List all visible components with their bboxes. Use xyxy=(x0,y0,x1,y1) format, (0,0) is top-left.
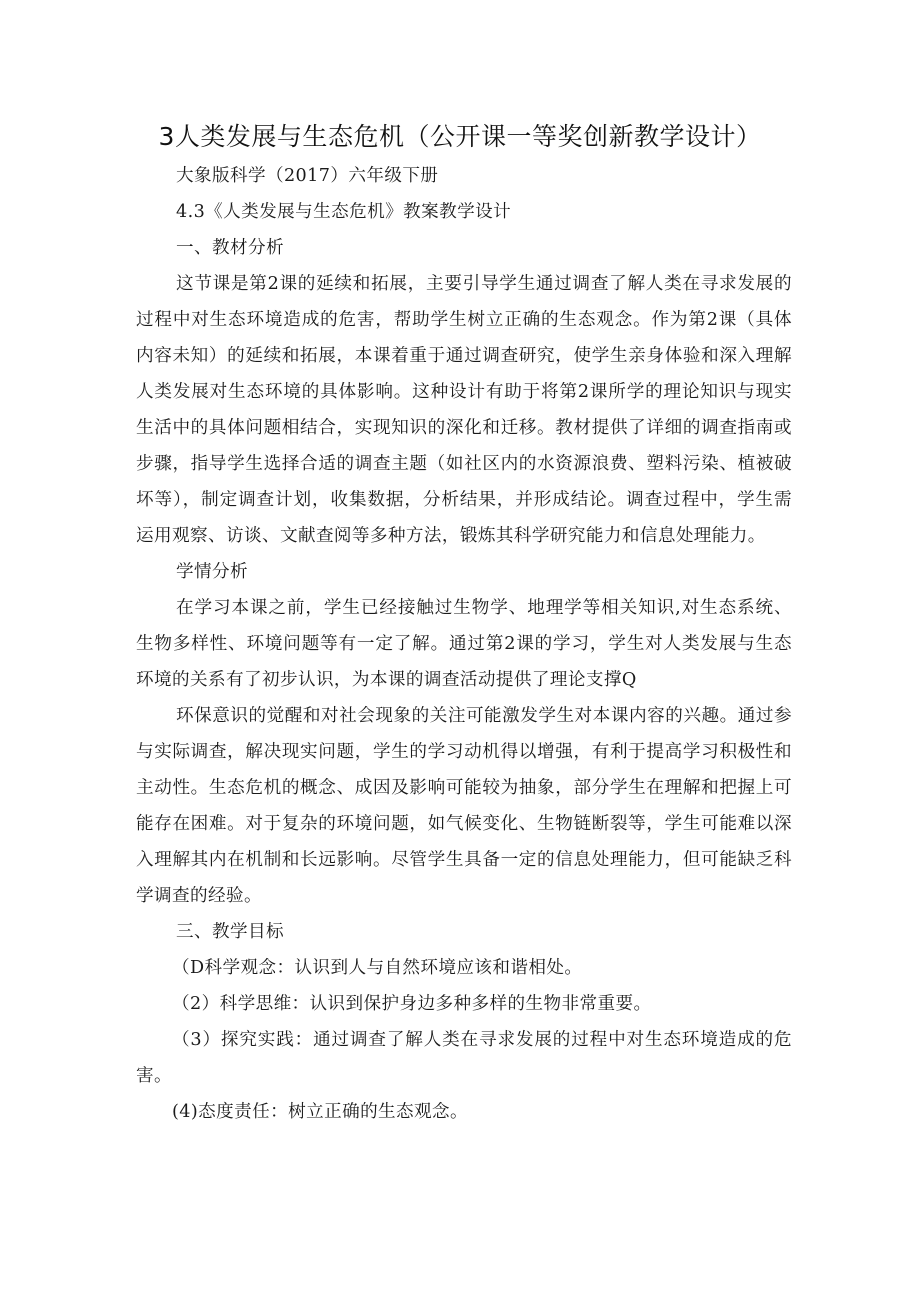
goal-item-4: (4)态度责任：树立正确的生态观念。 xyxy=(172,1102,469,1122)
section-heading-student-analysis: 学情分析 xyxy=(176,562,248,582)
textbook-analysis-paragraph: 这节课是第2课的延续和拓展，主要引导学生通过调查了解人类在寻求发展的过程中对生态环境造成的危害，帮助学生树立正确的生态观念。作为第2课（具体内容未知）的延续和拓展，本课着重于通过调查研究，使学生亲身体验和深入理解人类发展对生态环境的具体影响。这种设计有助于将第2课所学的理论知识与现实生活中的具体问题相结合，实现知识的深化和迁移。教材提供了详细的调查指南或步骤，指导学生选择合适的调查主题（如社区内的水资源浪费、塑料污染、植被破坏等），制定调查计划，收集数据，分析结果，并形成结论。调查过程中，学生需运用观察、访谈、文献查阅等多种方法，锻炼其科学研究能力和信息处理能力。 xyxy=(136,274,792,546)
section-heading-teaching-goals: 三、教学目标 xyxy=(176,922,284,942)
document-body xyxy=(136,158,792,1130)
student-analysis-paragraph-2: 环保意识的觉醒和对社会现象的关注可能激发学生对本课内容的兴趣。通过参与实际调查，解决现实问题，学生的学习动机得以增强，有利于提高学习积极性和主动性。生态危机的概念、成因及影响可能较为抽象，部分学生在理解和把握上可能存在困难。对于复杂的环境问题，如气候变化、生物链断裂等，学生可能难以深入理解其内在机制和长远影响。尽管学生具备一定的信息处理能力，但可能缺乏科学调查的经验。 xyxy=(136,706,792,906)
section-heading-textbook-analysis: 一、教材分析 xyxy=(176,238,284,258)
textbook-edition-line: 大象版科学（2017）六年级下册 xyxy=(176,166,439,186)
goal-item-3: （3）探究实践：通过调查了解人类在寻求发展的过程中对生态环境造成的危害。 xyxy=(136,1030,792,1086)
document-title: 3人类发展与生态危机（公开课一等奖创新教学设计） xyxy=(158,122,762,151)
student-analysis-paragraph-1: 在学习本课之前，学生已经接触过生物学、地理学等相关知识,对生态系统、生物多样性、环境问题等有一定了解。通过第2课的学习，学生对人类发展与生态环境的关系有了初步认识，为本课的调查活动提供了理论支撑Q xyxy=(136,598,792,690)
goal-item-1: （D科学观念：认识到人与自然环境应该和谐相处。 xyxy=(172,958,583,978)
goal-item-2: （2）科学思维：认识到保护身边多种多样的生物非常重要。 xyxy=(172,994,652,1014)
lesson-heading: 4.3《人类发展与生态危机》教案教学设计 xyxy=(176,202,512,222)
